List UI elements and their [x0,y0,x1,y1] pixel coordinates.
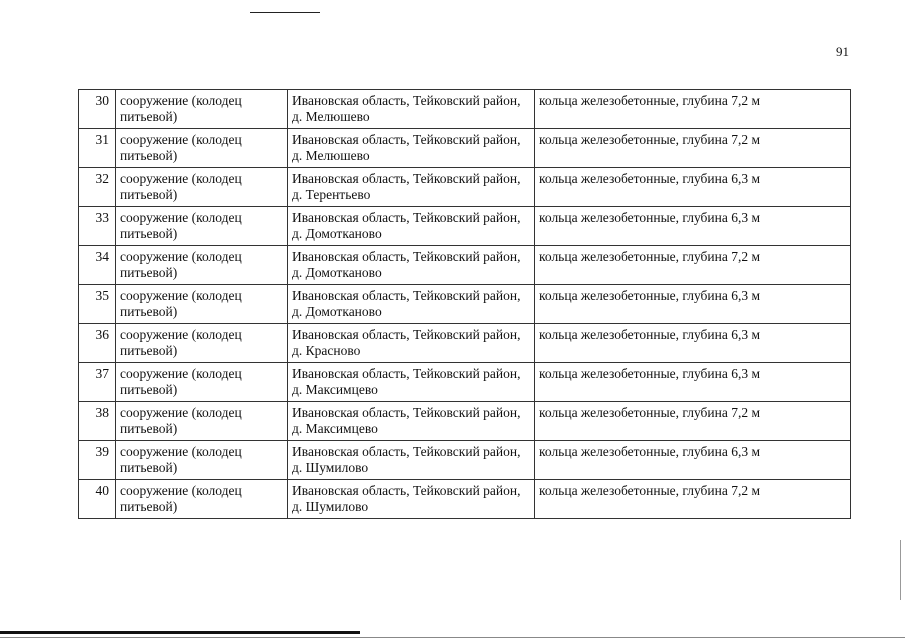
table-row [79,168,851,207]
object-description: кольца железобетонные, глубина 6,3 м [535,285,851,324]
table-row [79,402,851,441]
object-address: Ивановская область, Тейковский район, д. Домотканово [288,285,535,324]
row-number: 36 [79,324,116,363]
object-description: кольца железобетонные, глубина 7,2 м [535,129,851,168]
object-address: Ивановская область, Тейковский район, д. Домотканово [288,246,535,285]
table-row [79,363,851,402]
table-row [79,129,851,168]
object-address: Ивановская область, Тейковский район, д. Мелюшево [288,90,535,129]
object-type: сооружение (колодец питьевой) [116,441,288,480]
row-number: 38 [79,402,116,441]
row-number: 30 [79,90,116,129]
object-address: Ивановская область, Тейковский район, д. Максимцево [288,402,535,441]
table-row [79,480,851,519]
object-description: кольца железобетонные, глубина 7,2 м [535,480,851,519]
object-description: кольца железобетонные, глубина 7,2 м [535,246,851,285]
table-row [79,285,851,324]
table-row [79,90,851,129]
table-row [79,441,851,480]
row-number: 37 [79,363,116,402]
object-address: Ивановская область, Тейковский район, д. Домотканово [288,207,535,246]
object-address: Ивановская область, Тейковский район, д. Терентьево [288,168,535,207]
object-address: Ивановская область, Тейковский район, д. Максимцево [288,363,535,402]
top-rule [250,12,320,13]
row-number: 40 [79,480,116,519]
table-row [79,324,851,363]
object-type: сооружение (колодец питьевой) [116,129,288,168]
row-number: 39 [79,441,116,480]
row-number: 31 [79,129,116,168]
object-description: кольца железобетонные, глубина 6,3 м [535,363,851,402]
object-address: Ивановская область, Тейковский район, д. Мелюшево [288,129,535,168]
registry-table [78,89,851,519]
page-number: 91 [836,44,849,59]
object-description: кольца железобетонные, глубина 6,3 м [535,207,851,246]
object-type: сооружение (колодец питьевой) [116,480,288,519]
object-description: кольца железобетонные, глубина 7,2 м [535,402,851,441]
row-number: 32 [79,168,116,207]
object-type: сооружение (колодец питьевой) [116,285,288,324]
object-type: сооружение (колодец питьевой) [116,168,288,207]
object-description: кольца железобетонные, глубина 6,3 м [535,324,851,363]
scan-edge-mark [900,540,901,600]
object-type: сооружение (колодец питьевой) [116,246,288,285]
row-number: 33 [79,207,116,246]
object-description: кольца железобетонные, глубина 7,2 м [535,90,851,129]
object-type: сооружение (колодец питьевой) [116,363,288,402]
table-row [79,246,851,285]
bottom-rule [0,631,360,634]
object-type: сооружение (колодец питьевой) [116,402,288,441]
bottom-edge-line [0,637,905,638]
object-type: сооружение (колодец питьевой) [116,207,288,246]
object-description: кольца железобетонные, глубина 6,3 м [535,441,851,480]
object-address: Ивановская область, Тейковский район, д. Красново [288,324,535,363]
object-type: сооружение (колодец питьевой) [116,324,288,363]
object-address: Ивановская область, Тейковский район, д. Шумилово [288,441,535,480]
row-number: 35 [79,285,116,324]
object-description: кольца железобетонные, глубина 6,3 м [535,168,851,207]
object-address: Ивановская область, Тейковский район, д. Шумилово [288,480,535,519]
object-type: сооружение (колодец питьевой) [116,90,288,129]
row-number: 34 [79,246,116,285]
table-row [79,207,851,246]
